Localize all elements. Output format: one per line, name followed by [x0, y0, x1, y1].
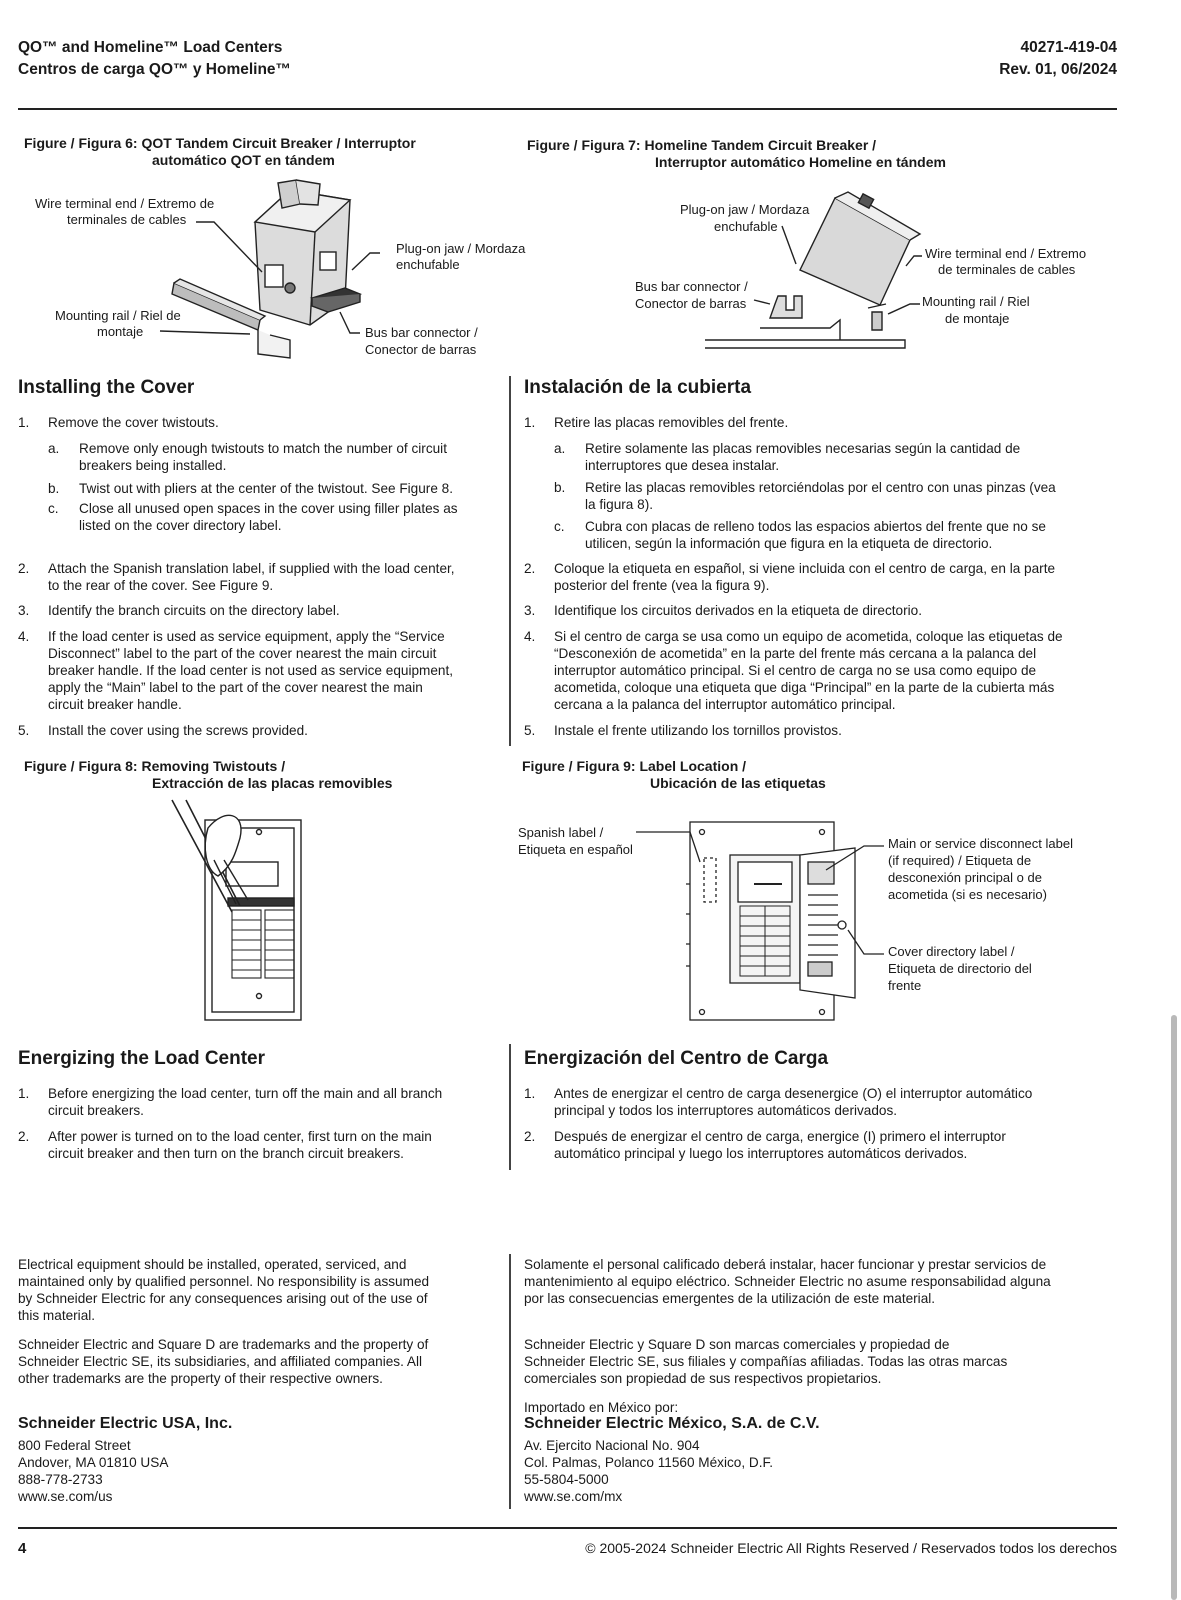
- energize-en-step-1-line2: circuit breakers.: [48, 1103, 144, 1118]
- footer-en-address-line2: Andover, MA 01810 USA: [18, 1455, 169, 1470]
- footer-en-disclaimer-line1: Electrical equipment should be installed, operated, serviced, and: [18, 1257, 407, 1272]
- fig9-label-directory-line3: frente: [888, 978, 922, 993]
- cover-es-step-1c-line1: Cubra con placas de relleno todos las espacios abiertos del frente que no se: [585, 519, 1046, 534]
- footer-es-address-line2: Col. Palmas, Polanco 11560 México, D.F.: [524, 1455, 774, 1470]
- energize-es-step-1-line1: Antes de energizar el centro de carga desenergice (O) el interruptor automático: [554, 1086, 1033, 1101]
- fig6-qot-breaker-illustration: [0, 170, 520, 370]
- fig7-label-rail-line2: de montaje: [945, 311, 1010, 326]
- footer-en-trademark-line2: Schneider Electric SE, its subsidiaries, and affiliated companies. All: [18, 1354, 422, 1369]
- vertical-scrollbar[interactable]: [1171, 1015, 1177, 1600]
- cover-en-step-1b: Twist out with pliers at the center of the twistout. See Figure 8.: [79, 481, 454, 496]
- fig9-label-spanish-line1: Spanish label /: [518, 825, 604, 840]
- cover-es-step-5: Instale el frente utilizando los tornillos provistos.: [554, 723, 842, 738]
- fig6-label-bus-line1: Bus bar connector /: [365, 325, 478, 340]
- cover-es-step-1a-line2: interruptores que desea instalar.: [585, 458, 780, 473]
- cover-en-sub-a: a.: [48, 441, 60, 456]
- fig7-label-rail-line1: Mounting rail / Riel: [922, 294, 1030, 309]
- fig9-caption-line2: Ubicación de las etiquetas: [650, 775, 826, 791]
- footer-en-trademark-line1: Schneider Electric and Square D are trademarks and the property of: [18, 1337, 429, 1352]
- fig8-caption-line1: Figure / Figura 8: Removing Twistouts /: [24, 758, 286, 774]
- cover-en-num-1: 1.: [18, 415, 30, 430]
- fig6-label-jaw-line1: Plug-on jaw / Mordaza: [396, 241, 526, 256]
- energize-es-num-1: 1.: [524, 1086, 536, 1101]
- fig6-caption-line1: Figure / Figura 6: QOT Tandem Circuit Breaker / Interruptor: [24, 135, 416, 151]
- cover-en-num-3: 3.: [18, 603, 30, 618]
- cover-es-num-2: 2.: [524, 561, 536, 576]
- cover-es-step-1b-line2: la figura 8).: [585, 497, 654, 512]
- cover-en-step-1c-line1: Close all unused open spaces in the cover using filler plates as: [79, 501, 458, 516]
- fig9-label-directory-line1: Cover directory label /: [888, 944, 1015, 959]
- fig8-removing-twistouts-illustration: [160, 800, 320, 1030]
- fig6-caption-line2: automático QOT en tándem: [152, 152, 335, 168]
- fig9-label-spanish-line2: Etiqueta en español: [518, 842, 633, 857]
- cover-en-step-4-line2: Disconnect” label to the part of the cover nearest the main circuit: [48, 646, 437, 661]
- fig7-label-jaw-line1: Plug-on jaw / Mordaza: [680, 202, 810, 217]
- doc-number: 40271-419-04: [1020, 39, 1117, 56]
- cover-es-step-4-line2: “Desconexión de acometida” en la parte del frente más cercana a la palanca del: [554, 646, 1037, 661]
- cover-es-step-4-line3: interruptor automático principal. Si el centro de carga no se usa como equipo de: [554, 663, 1037, 678]
- footer-es-website-link[interactable]: www.se.com/mx: [524, 1489, 623, 1504]
- fig9-label-main-line3: desconexión principal o de: [888, 870, 1042, 885]
- cover-es-step-4-line4: acometida, coloque una etiqueta que diga “Principal” en la parte de la cubierta más: [554, 680, 1055, 695]
- energize-en-heading: Energizing the Load Center: [18, 1048, 266, 1069]
- cover-es-step-4-line5: cercana a la palanca del interruptor automático principal.: [554, 697, 896, 712]
- cover-en-step-4-line1: If the load center is used as service equipment, apply the “Service: [48, 629, 445, 644]
- column-divider-bottom: [509, 1254, 511, 1509]
- fig6-label-wire-line1: Wire terminal end / Extremo de: [35, 196, 215, 211]
- fig7-homeline-breaker-illustration: [620, 195, 940, 355]
- energize-es-heading: Energización del Centro de Carga: [524, 1048, 829, 1069]
- footer-es-disclaimer-line1: Solamente el personal calificado deberá instalar, hacer funcionar y prestar servicios de: [524, 1257, 1047, 1272]
- energize-en-step-2-line1: After power is turned on to the load center, first turn on the main: [48, 1129, 432, 1144]
- fig7-label-bus-line2: Conector de barras: [635, 296, 747, 311]
- energize-es-step-2-line2: automático principal y luego los interruptores automáticos derivados.: [554, 1146, 968, 1161]
- footer-en-phone: 888-778-2733: [18, 1472, 103, 1487]
- cover-es-num-4: 4.: [524, 629, 536, 644]
- fig7-caption-line1: Figure / Figura 7: Homeline Tandem Circuit Breaker /: [527, 137, 877, 153]
- fig6-label-rail-line1: Mounting rail / Riel de: [55, 308, 181, 323]
- energize-en-step-2-line2: circuit breaker and then turn on the branch circuit breakers.: [48, 1146, 404, 1161]
- fig9-label-directory-line2: Etiqueta de directorio del: [888, 961, 1032, 976]
- energize-es-step-1-line2: principal y todos los interruptores automáticos derivados.: [554, 1103, 898, 1118]
- cover-en-heading: Installing the Cover: [18, 377, 195, 398]
- fig9-label-main-line2: (if required) / Etiqueta de: [888, 853, 1032, 868]
- column-divider-middle: [509, 1044, 511, 1170]
- cover-en-num-2: 2.: [18, 561, 30, 576]
- energize-es-step-2-line1: Después de energizar el centro de carga, energice (I) primero el interruptor: [554, 1129, 1006, 1144]
- footer-es-phone: 55-5804-5000: [524, 1472, 609, 1487]
- footer-en-disclaimer-line4: this material.: [18, 1308, 96, 1323]
- cover-en-step-1a-line1: Remove only enough twistouts to match the number of circuit: [79, 441, 447, 456]
- cover-es-step-1c-line2: utilicen, según la información que figura en la etiqueta de directorio.: [585, 536, 993, 551]
- cover-en-step-1: Remove the cover twistouts.: [48, 415, 219, 430]
- footer-es-imported-by: Importado en México por:: [524, 1400, 679, 1415]
- header-rule: [18, 108, 1117, 110]
- cover-es-sub-a: a.: [554, 441, 566, 456]
- footer-en-trademark-line3: other trademarks are the property of their respective owners.: [18, 1371, 383, 1386]
- doc-revision: Rev. 01, 06/2024: [999, 61, 1117, 78]
- fig6-label-bus-line2: Conector de barras: [365, 342, 477, 357]
- cover-es-step-2-line2: posterior del frente (vea la figura 9).: [554, 578, 770, 593]
- footer-es-disclaimer-line3: por las consecuencias emergentes de la utilización de este material.: [524, 1291, 936, 1306]
- cover-en-num-4: 4.: [18, 629, 30, 644]
- energize-en-num-2: 2.: [18, 1129, 30, 1144]
- fig7-label-bus-line1: Bus bar connector /: [635, 279, 748, 294]
- footer-es-company-name: Schneider Electric México, S.A. de C.V.: [524, 1415, 820, 1432]
- page-number: 4: [18, 1540, 27, 1557]
- fig9-label-location-illustration: [620, 815, 890, 1025]
- footer-es-trademark-line3: comerciales son propiedad de sus respectivos propietarios.: [524, 1371, 882, 1386]
- fig9-label-main-line4: acometida (si es necesario): [888, 887, 1047, 902]
- footer-es-trademark-line2: Schneider Electric SE, sus filiales y compañías afiliadas. Todas las otras marcas: [524, 1354, 1008, 1369]
- copyright-notice: © 2005-2024 Schneider Electric All Rights Reserved / Reservados todos los derechos: [585, 1540, 1117, 1556]
- fig8-caption-line2: Extracción de las placas removibles: [152, 775, 393, 791]
- cover-en-sub-c: c.: [48, 501, 59, 516]
- cover-en-step-1c-line2: listed on the cover directory label.: [79, 518, 282, 533]
- footer-rule: [18, 1527, 1117, 1529]
- fig7-label-wire-line2: de terminales de cables: [938, 262, 1076, 277]
- cover-es-step-2-line1: Coloque la etiqueta en español, si viene incluida con el centro de carga, en la parte: [554, 561, 1056, 576]
- cover-en-sub-b: b.: [48, 481, 60, 496]
- footer-en-disclaimer-line3: by Schneider Electric for any consequences arising out of the use of: [18, 1291, 428, 1306]
- fig6-label-rail-line2: montaje: [97, 324, 144, 339]
- energize-es-num-2: 2.: [524, 1129, 536, 1144]
- cover-en-step-3: Identify the branch circuits on the directory label.: [48, 603, 340, 618]
- cover-en-step-4-line3: breaker handle. If the load center is not used as service equipment,: [48, 663, 454, 678]
- cover-en-step-5: Install the cover using the screws provided.: [48, 723, 308, 738]
- footer-es-disclaimer-line2: mantenimiento al equipo eléctrico. Schneider Electric no asume responsabilidad alguna: [524, 1274, 1051, 1289]
- cover-es-heading: Instalación de la cubierta: [524, 377, 752, 398]
- cover-es-step-4-line1: Si el centro de carga se usa como un equipo de acometida, coloque las etiquetas de: [554, 629, 1063, 644]
- cover-es-step-1a-line1: Retire solamente las placas removibles necesarias según la cantidad de: [585, 441, 1021, 456]
- cover-en-step-2-line2: to the rear of the cover. See Figure 9.: [48, 578, 274, 593]
- energize-en-step-1-line1: Before energizing the load center, turn off the main and all branch: [48, 1086, 443, 1101]
- energize-en-num-1: 1.: [18, 1086, 30, 1101]
- cover-es-num-5: 5.: [524, 723, 536, 738]
- header-title-es: Centros de carga QO™ y Homeline™: [18, 61, 292, 78]
- cover-en-step-1a-line2: breakers being installed.: [79, 458, 227, 473]
- cover-es-num-3: 3.: [524, 603, 536, 618]
- fig7-caption-line2: Interruptor automático Homeline en tándem: [655, 154, 946, 170]
- footer-en-company-name: Schneider Electric USA, Inc.: [18, 1415, 233, 1432]
- header-title-en: QO™ and Homeline™ Load Centers: [18, 39, 283, 56]
- cover-es-sub-c: c.: [554, 519, 565, 534]
- footer-en-website-link[interactable]: www.se.com/us: [18, 1489, 113, 1504]
- footer-es-address-line1: Av. Ejercito Nacional No. 904: [524, 1438, 700, 1453]
- fig9-label-main-line1: Main or service disconnect label: [888, 836, 1073, 851]
- cover-en-step-4-line4: apply the “Main” label to the part of the cover nearest the main: [48, 680, 423, 695]
- fig7-label-wire-line1: Wire terminal end / Extremo: [925, 246, 1087, 261]
- footer-es-trademark-line1: Schneider Electric y Square D son marcas comerciales y propiedad de: [524, 1337, 950, 1352]
- fig6-label-wire-line2: terminales de cables: [67, 212, 187, 227]
- column-divider-top: [509, 376, 511, 746]
- cover-es-sub-b: b.: [554, 480, 566, 495]
- cover-en-step-2-line1: Attach the Spanish translation label, if supplied with the load center,: [48, 561, 455, 576]
- cover-es-step-1b-line1: Retire las placas removibles retorciéndolas por el centro con unas pinzas (vea: [585, 480, 1056, 495]
- cover-en-num-5: 5.: [18, 723, 30, 738]
- footer-en-disclaimer-line2: maintained only by qualified personnel. No responsibility is assumed: [18, 1274, 430, 1289]
- fig7-label-jaw-line2: enchufable: [714, 219, 778, 234]
- fig6-label-jaw-line2: enchufable: [396, 257, 460, 272]
- cover-es-step-3: Identifique los circuitos derivados en la etiqueta de directorio.: [554, 603, 923, 618]
- cover-en-step-4-line5: circuit breaker handle.: [48, 697, 182, 712]
- footer-en-address-line1: 800 Federal Street: [18, 1438, 131, 1453]
- fig9-caption-line1: Figure / Figura 9: Label Location /: [522, 758, 747, 774]
- cover-es-step-1: Retire las placas removibles del frente.: [554, 415, 789, 430]
- cover-es-num-1: 1.: [524, 415, 536, 430]
